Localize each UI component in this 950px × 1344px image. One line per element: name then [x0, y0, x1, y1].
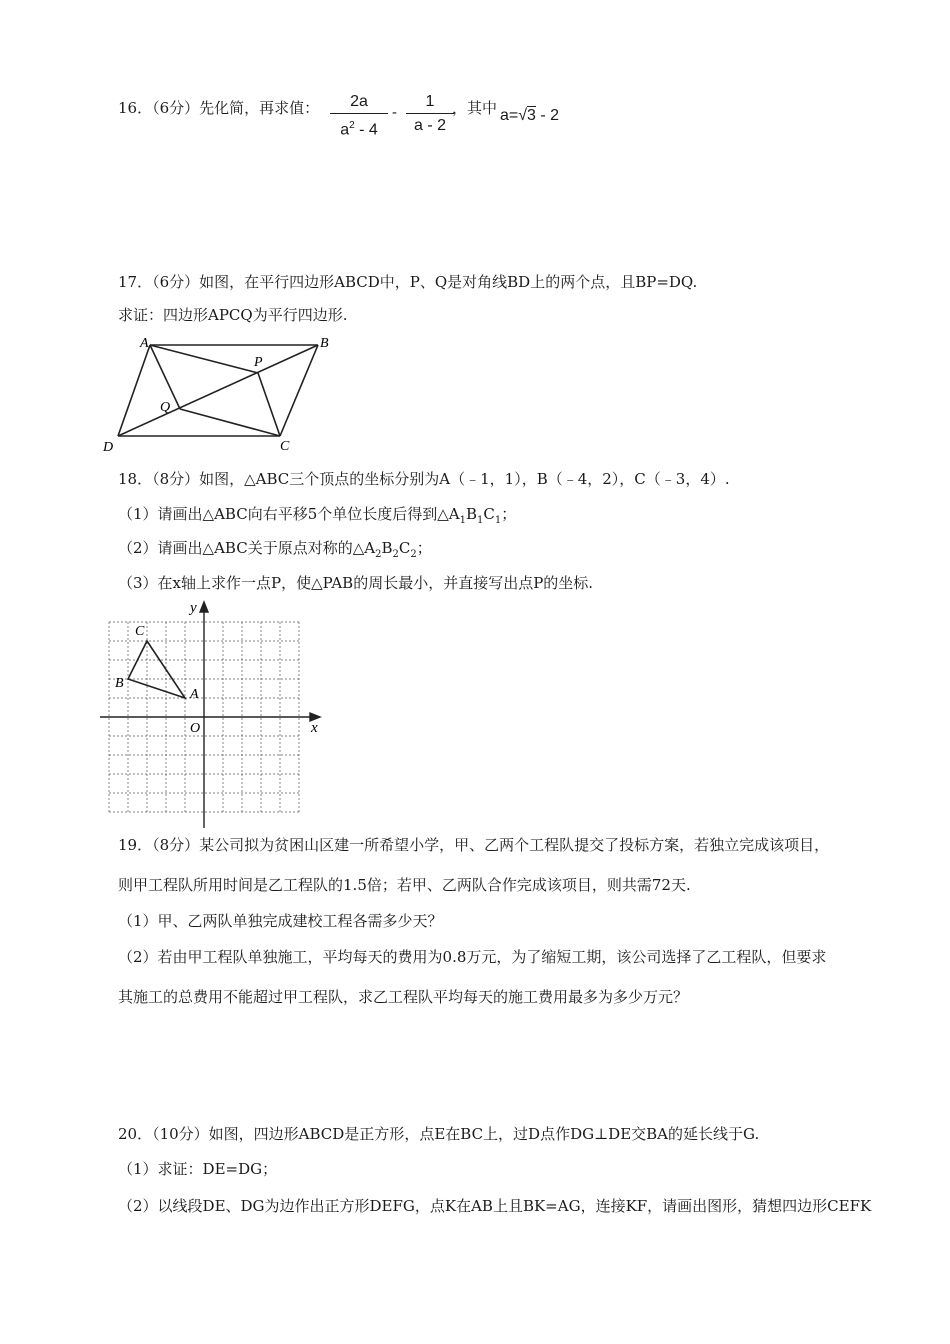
q17-line1: 17．（6分）如图，在平行四边形ABCD中，P、Q是对角线BD上的两个点，且BP=DQ.: [118, 273, 698, 291]
origin-label: O: [190, 721, 201, 736]
q16-frac1-denominator: $a^2 - 4$: [340, 120, 378, 139]
label-a: A: [140, 336, 149, 351]
q20-sub1: （1）求证：DE=DG；: [118, 1160, 278, 1178]
y-axis-arrow-icon: [200, 602, 208, 612]
triangle-abc: [128, 641, 185, 698]
q19-sub1: （1）甲、乙两队单独完成建校工程各需多少天？: [118, 912, 443, 930]
q18-sub2: （2）请画出△ABC关于原点对称的$\triangle A_2B_2C_2$；: [118, 539, 432, 560]
y-axis-label: y: [190, 600, 197, 616]
q19-line1: 19．（8分）某公司拟为贫困山区建一所希望小学，甲、乙两个工程队提交了投标方案，若独立完成该项目，: [118, 836, 830, 854]
label-p: P: [254, 355, 263, 370]
q17-parallelogram-figure: [100, 335, 340, 457]
q16-frac2-numerator: 1: [425, 93, 435, 110]
q16-fraction-2: [406, 92, 454, 136]
point-label-b: B: [115, 676, 124, 691]
label-b: B: [320, 336, 329, 351]
label-q: Q: [160, 400, 171, 415]
q20-sub2: （2）以线段DE、DG为边作出正方形DEFG，点K在AB上且BK=AG，连接KF，请画出图形，猜想四边形CEFK: [118, 1197, 872, 1215]
label-c: C: [280, 439, 290, 454]
fraction-bar: [330, 113, 388, 114]
q20-line1: 20．（10分）如图，四边形ABCD是正方形，点E在BC上，过D点作DG⊥DE交BA的延长线于G.: [118, 1125, 760, 1143]
q16-minus: -: [392, 104, 397, 121]
q16-suffix: ，其中: [452, 99, 498, 117]
q16-frac1-numerator: 2a: [350, 93, 368, 110]
q18-line1: 18．（8分）如图，△ABC三个顶点的坐标分别为A（﹣1，1），B（﹣4，2），C（﹣3，4）.: [118, 470, 730, 488]
sqrt-icon: √: [518, 107, 528, 124]
q18-coordinate-grid: [98, 600, 330, 830]
label-d: D: [103, 440, 114, 455]
x-axis-label: x: [311, 720, 318, 736]
q19-line2: 则甲工程队所用时间是乙工程队的1.5倍；若甲、乙两队合作完成该项目，则共需72天.: [118, 876, 691, 894]
q16-prefix: 16．（6分）先化简，再求值：: [118, 99, 320, 117]
q16-condition: a=√3 - 2: [500, 107, 560, 124]
q16-frac2-denominator: a - 2: [413, 117, 446, 134]
q18-sub3: （3）在x轴上求作一点P，使△PAB的周长最小，并直接写出点P的坐标.: [118, 574, 594, 592]
q17-line2: 求证：四边形APCQ为平行四边形.: [118, 306, 348, 324]
q18-sub1: （1）请画出△ABC向右平移5个单位长度后得到$\triangle A_1B_1C_1$；: [118, 505, 517, 526]
fraction-bar: [406, 113, 454, 114]
point-label-c: C: [135, 624, 145, 639]
q19-sub2-cont: 其施工的总费用不能超过甲工程队，求乙工程队平均每天的施工费用最多为多少万元？: [118, 988, 689, 1006]
q16-fraction-1: [330, 92, 388, 139]
q19-sub2: （2）若由甲工程队单独施工，平均每天的费用为0.8万元，为了缩短工期，该公司选择了乙工程队，但要求: [118, 948, 827, 966]
point-label-a: A: [190, 687, 199, 702]
